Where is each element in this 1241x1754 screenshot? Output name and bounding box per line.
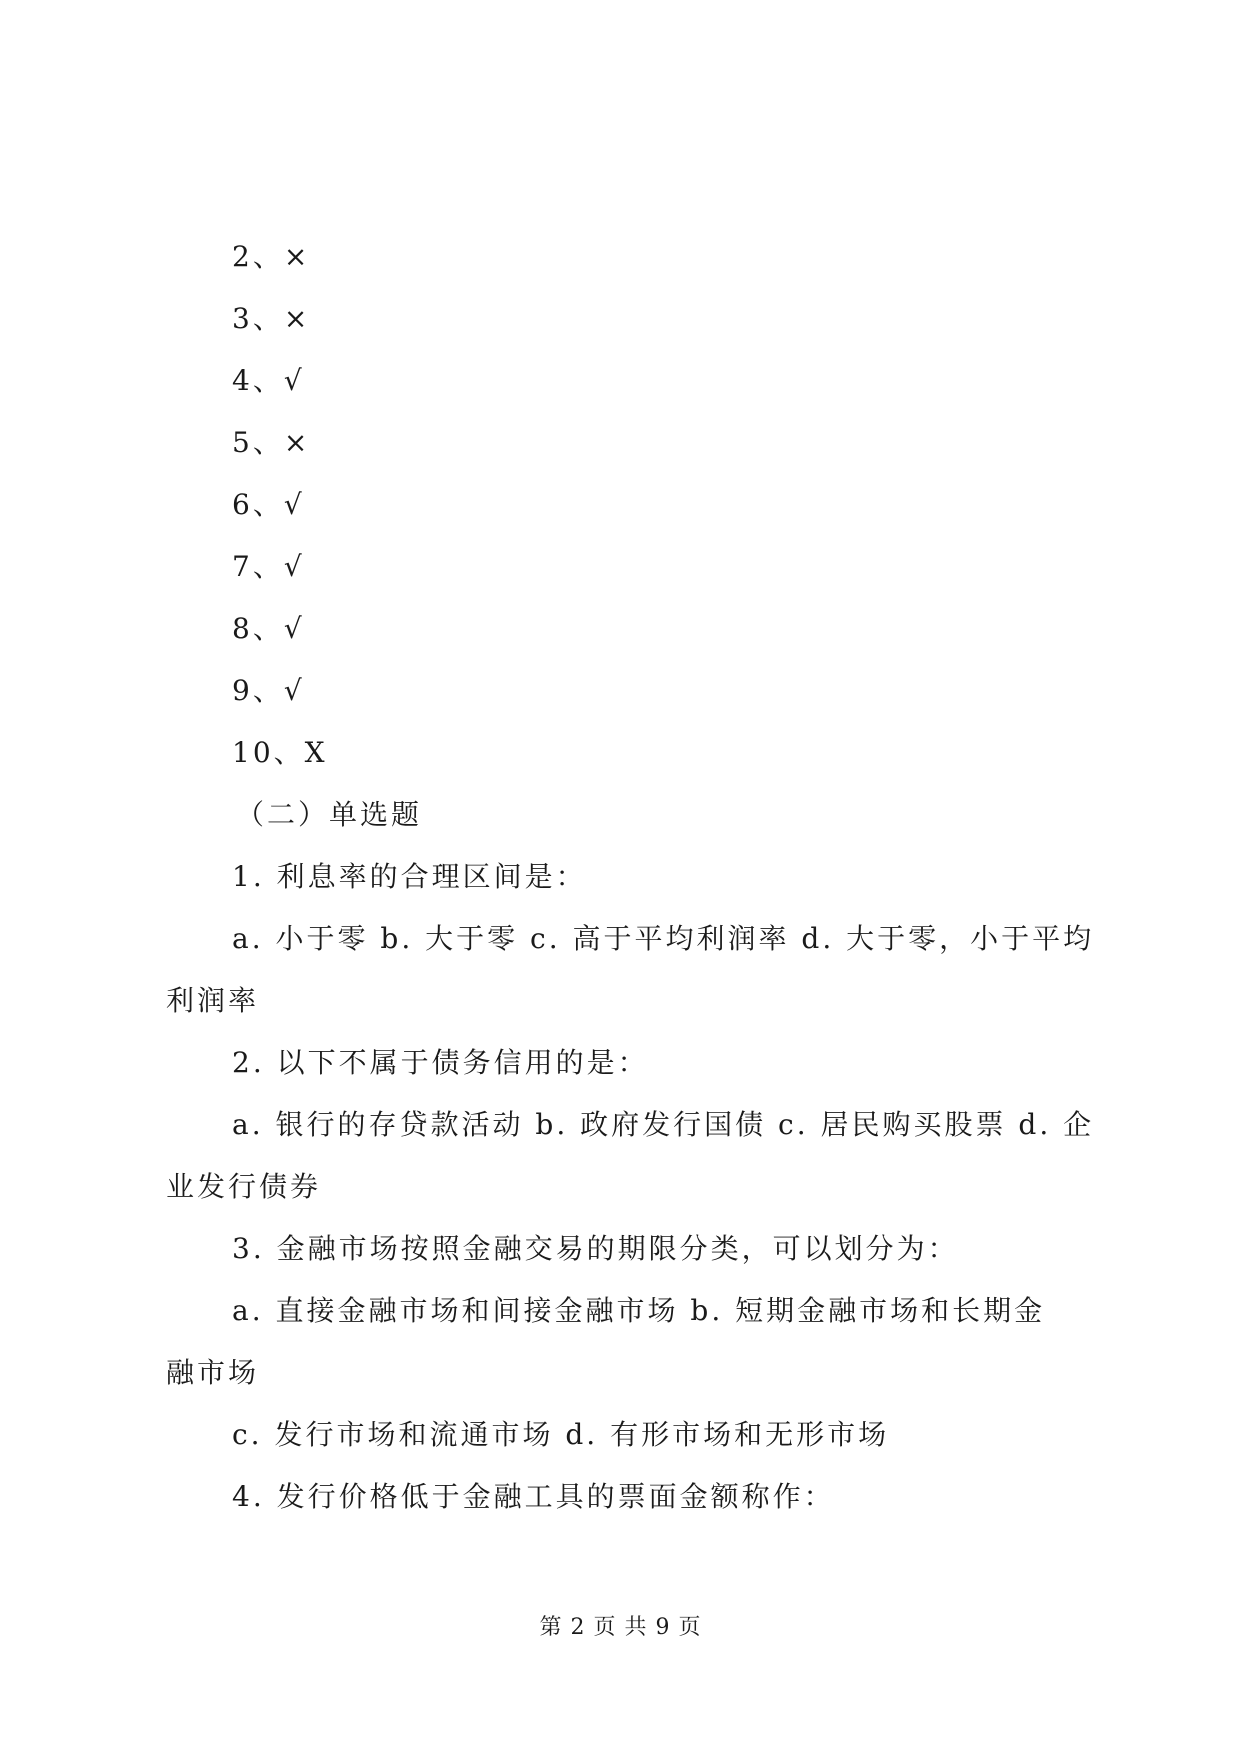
question-3-options-line3: c. 发行市场和流通市场 d. 有形市场和无形市场 [232, 1418, 890, 1451]
question-4-stem: 4. 发行价格低于金融工具的票面金额称作： [232, 1480, 835, 1513]
answer-9: 9、√ [232, 674, 305, 707]
answer-3: 3、× [232, 302, 311, 335]
question-1-stem: 1. 利息率的合理区间是： [232, 860, 587, 893]
question-2-stem: 2. 以下不属于债务信用的是： [232, 1046, 649, 1079]
answer-4: 4、√ [232, 364, 305, 397]
question-3-stem: 3. 金融市场按照金融交易的期限分类，可以划分为： [232, 1232, 959, 1265]
page-footer: 第 2 页 共 9 页 [539, 1615, 702, 1640]
section-title: （二）单选题 [236, 798, 423, 831]
question-1-options: a. 小于零 b. 大于零 c. 高于平均利润率 d. 大于零，小于平均 [232, 922, 1095, 955]
answer-10: 10、X [232, 736, 328, 769]
answer-7: 7、√ [232, 550, 305, 583]
question-3-options-cont: 融市场 [166, 1356, 260, 1389]
question-1-options-cont: 利润率 [166, 984, 260, 1017]
question-3-options: a. 直接金融市场和间接金融市场 b. 短期金融市场和长期金 [232, 1294, 1046, 1327]
answer-2: 2、× [232, 240, 311, 273]
answer-8: 8、√ [232, 612, 305, 645]
answer-5: 5、× [232, 426, 311, 459]
answer-6: 6、√ [232, 488, 305, 521]
question-2-options-cont: 业发行债券 [166, 1170, 322, 1203]
question-2-options: a. 银行的存贷款活动 b. 政府发行国债 c. 居民购买股票 d. 企 [232, 1108, 1095, 1141]
